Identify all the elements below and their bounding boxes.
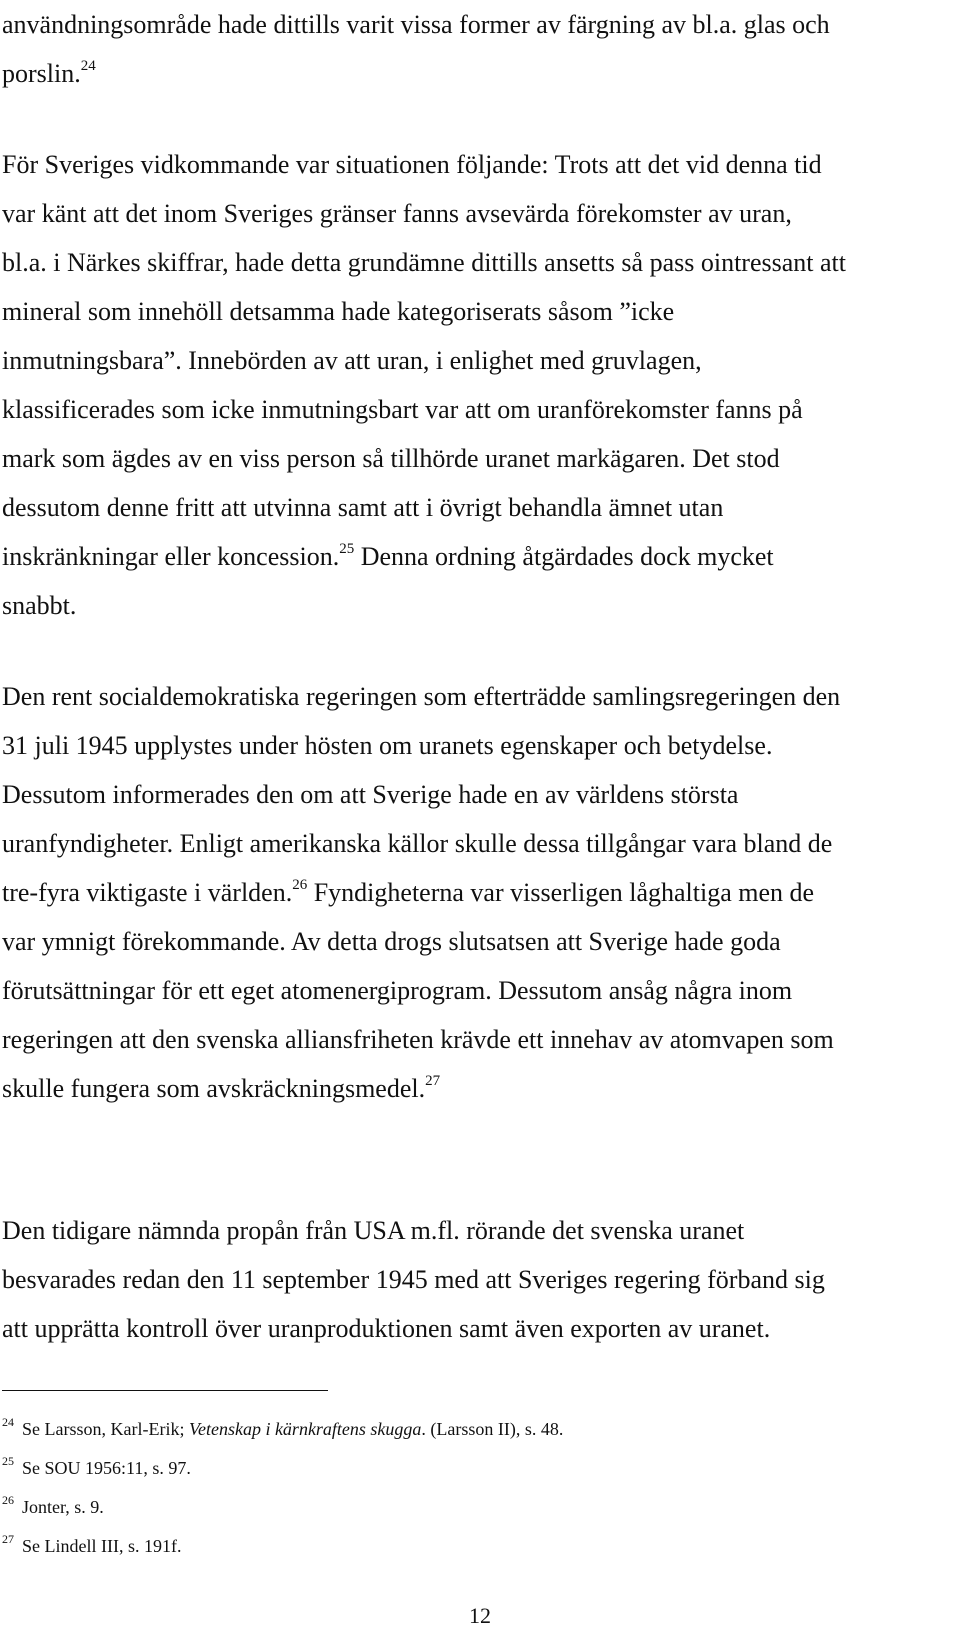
text-line: dessutom denne fritt att utvinna samt att i övrigt behandla ämnet utan <box>2 493 724 522</box>
footnote-number: 24 <box>2 1415 14 1429</box>
footnote-number: 25 <box>2 1454 14 1468</box>
footnote-text: Se Larsson, Karl-Erik; <box>22 1419 189 1439</box>
text-line: klassificerades som icke inmutningsbart var att om uranförekomster fanns på <box>2 395 803 424</box>
footnote-text: . (Larsson II), s. 48. <box>421 1419 564 1439</box>
footnote-reference[interactable]: 25 <box>339 541 355 557</box>
text-line: uranfyndigheter. Enligt amerikanska källor skulle dessa tillgångar vara bland de <box>2 829 833 858</box>
text-line: snabbt. <box>2 591 77 620</box>
text-segment: tre-fyra viktigaste i världen. <box>2 878 293 907</box>
footnote <box>2 1527 958 1566</box>
paragraph <box>2 672 958 1113</box>
paragraph <box>2 0 958 98</box>
footnote-separator <box>2 1390 328 1391</box>
text-line <box>2 532 958 581</box>
text-line: Den rent socialdemokratiska regeringen som efterträdde samlingsregeringen den <box>2 682 841 711</box>
page-number: 12 <box>469 1603 491 1628</box>
text-segment: Fyndigheterna var visserligen låghaltiga men de <box>307 878 815 907</box>
paragraph <box>2 140 958 630</box>
text-line <box>2 868 958 917</box>
text-line: var känt att det inom Sveriges gränser fanns avsevärda förekomster av uran, <box>2 199 792 228</box>
footnote <box>2 1449 958 1488</box>
text-line: att upprätta kontroll över uranproduktionen samt även exporten av uranet. <box>2 1314 771 1343</box>
text-line: förutsättningar för ett eget atomenergiprogram. Dessutom ansåg några inom <box>2 976 793 1005</box>
footnote-text: Se SOU 1956:11, s. 97. <box>22 1458 191 1478</box>
text-line: 31 juli 1945 upplystes under hösten om uranets egenskaper och betydelse. <box>2 731 773 760</box>
text-segment: inskränkningar eller koncession. <box>2 542 340 571</box>
footnote-number: 26 <box>2 1493 14 1507</box>
text-line <box>2 49 958 98</box>
text-line: regeringen att den svenska alliansfriheten krävde ett innehav av atomvapen som <box>2 1025 834 1054</box>
text-segment: Denna ordning åtgärdades dock mycket <box>354 542 774 571</box>
text-line: Dessutom informerades den om att Sverige hade en av världens största <box>2 780 739 809</box>
text-line: bl.a. i Närkes skiffrar, hade detta grundämne dittills ansetts så pass ointressant att <box>2 248 846 277</box>
footnote-number: 27 <box>2 1532 14 1546</box>
text-line: För Sveriges vidkommande var situationen följande: Trots att det vid denna tid <box>2 150 822 179</box>
text-segment: skulle fungera som avskräckningsmedel. <box>2 1074 426 1103</box>
text-line: mineral som innehöll detsamma hade kategoriserats såsom ”icke <box>2 297 675 326</box>
footnote-reference[interactable]: 24 <box>80 58 96 74</box>
footnote-text: Jonter, s. 9. <box>22 1497 104 1517</box>
text-line: användningsområde hade dittills varit vissa former av färgning av bl.a. glas och <box>2 10 830 39</box>
text-line: Den tidigare nämnda propån från USA m.fl. rörande det svenska uranet <box>2 1216 745 1245</box>
footnotes <box>2 1410 958 1566</box>
text-line: mark som ägdes av en viss person så tillhörde uranet markägaren. Det stod <box>2 444 780 473</box>
footnote-text: Se Lindell III, s. 191f. <box>22 1536 182 1556</box>
footnote <box>2 1488 958 1527</box>
text-segment: porslin. <box>2 59 81 88</box>
footnote-reference[interactable]: 27 <box>425 1073 441 1089</box>
footnote-reference[interactable]: 26 <box>292 877 308 893</box>
text-line <box>2 1064 958 1113</box>
paragraph <box>2 1206 958 1353</box>
text-line: besvarades redan den 11 september 1945 med att Sveriges regering förband sig <box>2 1265 825 1294</box>
footnote <box>2 1410 958 1449</box>
footnote-title: Vetenskap i kärnkraftens skugga <box>188 1419 422 1439</box>
text-line: var ymnigt förekommande. Av detta drogs slutsatsen att Sverige hade goda <box>2 927 781 956</box>
text-line: inmutningsbara”. Innebörden av att uran, i enlighet med gruvlagen, <box>2 346 702 375</box>
